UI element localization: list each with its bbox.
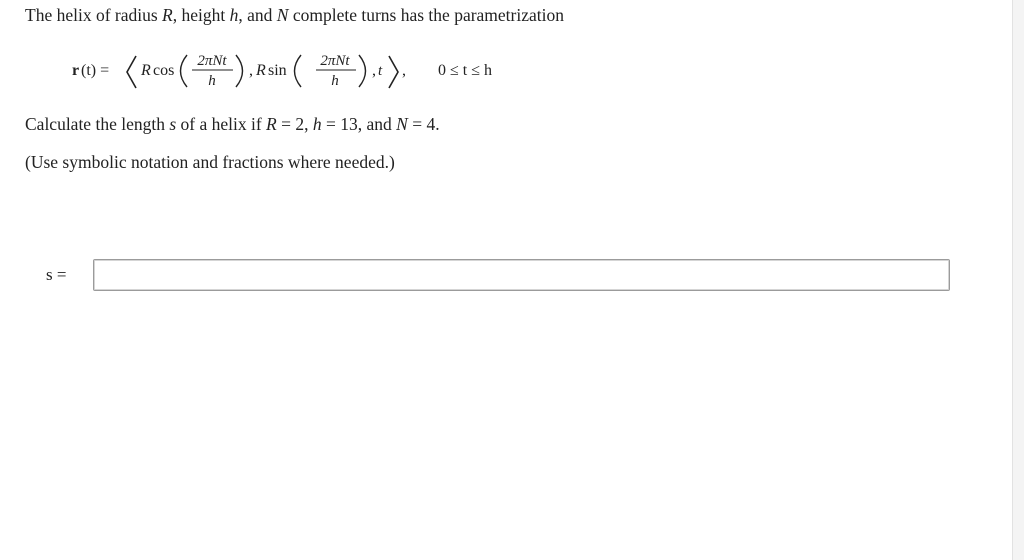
eq-sin: sin <box>268 62 287 79</box>
fraction-denominator: h <box>208 73 216 89</box>
problem-question <box>25 113 440 135</box>
var-R: R <box>162 5 173 25</box>
question-text: Calculate the length <box>25 114 170 134</box>
var-s: s <box>169 114 177 134</box>
var-h: h <box>312 114 322 134</box>
eq-R: R <box>256 62 266 79</box>
var-N: N <box>276 5 289 25</box>
var-N: N <box>396 114 408 134</box>
eq-comma: , <box>402 62 406 79</box>
answer-input[interactable] <box>93 259 950 291</box>
right-paren <box>236 55 243 87</box>
left-paren <box>181 55 188 87</box>
answer-label: s = <box>46 265 67 284</box>
intro-text: complete turns has the parametrization <box>288 5 564 25</box>
intro-text: , height <box>172 5 230 25</box>
var-h: h <box>229 5 239 25</box>
eq-cos: cos <box>153 62 175 79</box>
left-paren <box>295 55 302 87</box>
fraction-denominator: h <box>331 73 339 89</box>
left-angle-bracket <box>127 56 136 88</box>
question-text: of a helix if <box>176 114 267 134</box>
eq-range: 0 ≤ t ≤ h <box>438 62 493 79</box>
scrollbar-track[interactable] <box>1012 0 1024 560</box>
intro-text: , and <box>238 5 277 25</box>
eq-vector-r: r <box>72 62 80 79</box>
problem-intro <box>25 4 564 26</box>
parametrization-equation <box>72 44 532 94</box>
eq-R: R <box>141 62 151 79</box>
eq-lhs: (t) = <box>81 62 110 79</box>
var-R: R <box>266 114 277 134</box>
question-text: = 2, <box>276 114 313 134</box>
right-paren <box>359 55 366 87</box>
intro-text: The helix of radius <box>25 5 163 25</box>
fraction-numerator: 2πNt <box>197 53 227 69</box>
right-angle-bracket <box>389 56 398 88</box>
question-text: = 4. <box>407 114 440 134</box>
fraction-numerator: 2πNt <box>320 53 350 69</box>
instruction-note: (Use symbolic notation and fractions where needed.) <box>25 152 395 172</box>
eq-comma: , <box>372 62 376 79</box>
question-text: = 13, and <box>321 114 397 134</box>
eq-t: t <box>378 63 383 79</box>
eq-comma: , <box>249 62 253 79</box>
